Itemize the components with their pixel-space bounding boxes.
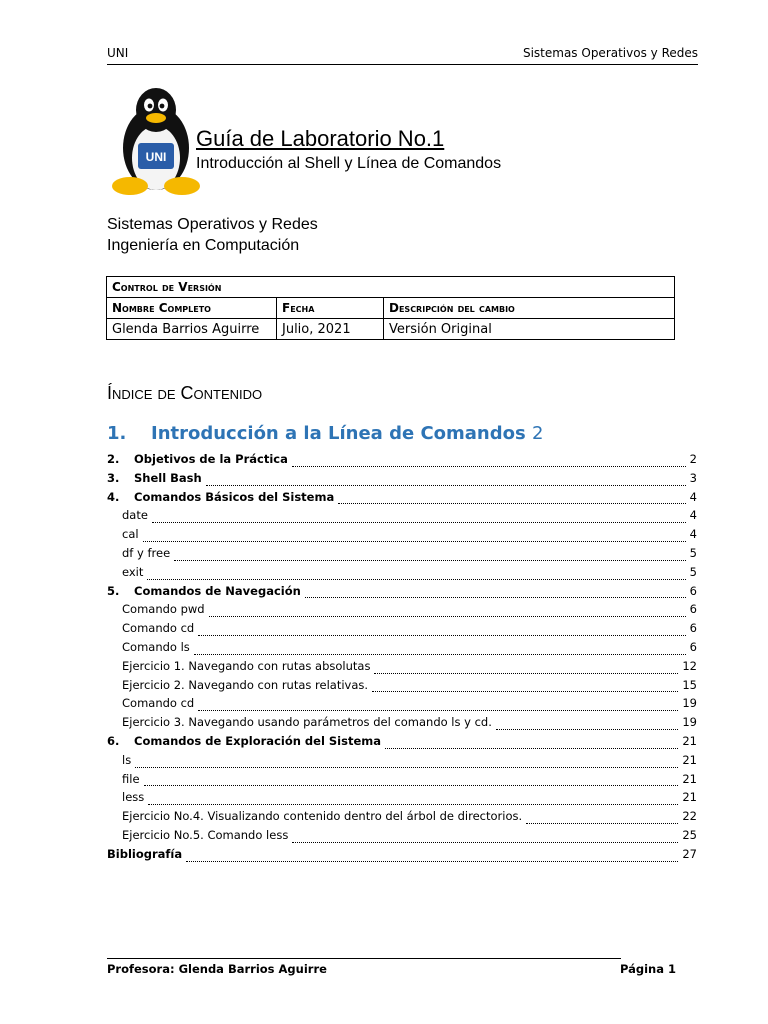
toc-entry-text: Ejercicio No.5. Comando less (122, 827, 289, 842)
toc-entry[interactable] (107, 659, 697, 678)
toc-entry-text: date (122, 508, 148, 523)
toc-entry[interactable] (107, 678, 697, 697)
version-control-table (106, 276, 675, 340)
toc-leader-dots (152, 521, 686, 523)
toc-entry-label (122, 527, 141, 541)
toc-entry-label (107, 490, 336, 504)
header-rule (107, 64, 698, 65)
toc-entry-text: Comando cd (122, 696, 195, 711)
toc-entry-number: 4. (107, 489, 120, 504)
toc-entry-label (122, 640, 192, 654)
toc-entry-label (122, 809, 524, 823)
toc-entry[interactable] (107, 734, 697, 753)
toc-leader-dots (198, 634, 685, 636)
version-header-name: Nombre Completo (107, 298, 277, 319)
toc-entry-label (107, 847, 184, 861)
toc-entry-text: less (122, 790, 145, 805)
toc-entry-text: cal (122, 527, 139, 542)
toc-entry-text: Comando pwd (122, 602, 205, 617)
toc-entry-text: Ejercicio 2. Navegando con rutas relativas. (122, 677, 369, 692)
toc-entry-text: Ejercicio 3. Navegando usando parámetros del comando ls y cd. (122, 715, 492, 730)
toc-leader-dots (496, 728, 678, 730)
toc-entry-text: Comandos de Navegación (134, 583, 301, 598)
toc-main-label: Introducción a la Línea de Comandos (151, 423, 526, 444)
toc-entry[interactable] (107, 715, 697, 734)
toc-entry-label (122, 508, 150, 522)
toc-entry[interactable] (107, 508, 697, 527)
toc-entry-text: df y free (122, 545, 171, 560)
toc-leader-dots (135, 766, 678, 768)
toc-entry-page: 27 (682, 846, 697, 861)
toc-entry-text: Objetivos de la Práctica (134, 452, 288, 466)
toc-leader-dots (143, 540, 686, 542)
toc-entry[interactable] (107, 527, 697, 546)
toc-entry-page: 21 (682, 771, 697, 786)
toc-entry-label (122, 602, 207, 616)
toc-main-number: 1. (107, 423, 127, 444)
toc-entry-text: file (122, 771, 140, 786)
toc-entry-label (122, 753, 133, 767)
toc-main-entry[interactable] (107, 423, 543, 444)
toc-leader-dots (194, 653, 686, 655)
index-title: Índice de Contenido (107, 383, 263, 403)
toc-entry[interactable] (107, 696, 697, 715)
toc-entry[interactable] (107, 753, 697, 772)
toc-entry-page: 5 (689, 564, 697, 579)
toc-entry-label (107, 734, 383, 748)
toc-leader-dots (198, 709, 678, 711)
toc-entry-label (122, 715, 494, 729)
toc-leader-dots (374, 672, 678, 674)
toc-leader-dots (292, 841, 678, 843)
toc-main-page: 2 (532, 423, 544, 444)
toc-entry-page: 12 (682, 658, 697, 673)
toc-entry-number: 5. (107, 583, 120, 598)
tux-logo-icon (108, 84, 204, 200)
toc-entry-text: Ejercicio 1. Navegando con rutas absolutas (122, 658, 371, 673)
toc-entry[interactable] (107, 452, 697, 471)
footer-author: Profesora: Glenda Barrios Aguirre (107, 962, 327, 976)
toc-leader-dots (144, 784, 679, 786)
toc-entry-text: Shell Bash (134, 470, 202, 485)
toc-leader-dots (147, 578, 685, 580)
course-name: Sistemas Operativos y Redes (107, 216, 318, 233)
toc-entry-label (107, 452, 290, 466)
toc-leader-dots (338, 502, 685, 504)
toc-leader-dots (174, 559, 686, 561)
toc-entry-text: Comando cd (122, 621, 195, 636)
header-right: Sistemas Operativos y Redes (522, 46, 698, 60)
toc-leader-dots (148, 803, 678, 805)
toc-entry[interactable] (107, 847, 697, 866)
toc-entry-page: 6 (689, 639, 697, 654)
version-cell-name: Glenda Barrios Aguirre (107, 319, 277, 340)
version-cell-date: Julio, 2021 (277, 319, 384, 340)
toc-entry-page: 21 (682, 752, 697, 767)
document-title: Guía de Laboratorio No.1 (196, 126, 445, 151)
program-name: Ingeniería en Computación (107, 237, 300, 254)
version-table-caption: Control de Versión (107, 277, 675, 298)
version-header-date: Fecha (277, 298, 384, 319)
version-cell-description: Versión Original (384, 319, 675, 340)
toc-entry-page: 19 (682, 715, 697, 730)
toc-leader-dots (206, 484, 686, 486)
toc-entry-text: ls (122, 752, 132, 767)
toc-entry-text: Bibliografía (107, 846, 183, 861)
page-header (107, 46, 698, 64)
logo-badge-text: UNI (145, 150, 167, 164)
header-left: UNI (107, 46, 129, 60)
toc-leader-dots (526, 822, 678, 824)
toc-entry-page: 21 (682, 733, 697, 748)
toc-leader-dots (372, 690, 678, 692)
toc-entry-label (107, 584, 303, 598)
toc-entry[interactable] (107, 565, 697, 584)
toc-entry-number: 3. (107, 470, 120, 485)
toc-entry-text: Comandos de Exploración del Sistema (134, 733, 382, 748)
footer-rule (107, 958, 621, 959)
toc-entry[interactable] (107, 490, 697, 509)
toc-entry[interactable] (107, 602, 697, 621)
toc-entry-page: 22 (682, 809, 697, 824)
toc-entry-page: 6 (689, 602, 697, 617)
toc-entry-label (122, 546, 172, 560)
toc-entry-page: 3 (689, 470, 697, 485)
toc-entry[interactable] (107, 621, 697, 640)
toc-entry-number: 2. (107, 452, 120, 466)
toc-entry-page: 4 (689, 489, 697, 504)
toc-entry[interactable] (107, 772, 697, 791)
toc-entry-page: 15 (682, 677, 697, 692)
toc-entry-page: 5 (689, 545, 697, 560)
table-of-contents (107, 452, 697, 866)
toc-entry-label (122, 678, 370, 692)
toc-entry[interactable] (107, 584, 697, 603)
toc-entry-text: Ejercicio No.4. Visualizando contenido dentro del árbol de directorios. (122, 809, 523, 824)
toc-entry[interactable] (107, 640, 697, 659)
toc-entry-text: Comandos Básicos del Sistema (134, 489, 335, 504)
toc-leader-dots (209, 615, 686, 617)
toc-entry-text: Comando ls (122, 639, 190, 654)
toc-entry-label (107, 471, 204, 485)
toc-entry[interactable] (107, 790, 697, 809)
toc-entry-page: 19 (682, 696, 697, 711)
toc-entry-page: 6 (689, 621, 697, 636)
toc-entry-page: 4 (689, 527, 697, 542)
toc-leader-dots (385, 747, 678, 749)
toc-entry-page: 25 (682, 827, 697, 842)
toc-entry[interactable] (107, 828, 697, 847)
document-subtitle: Introducción al Shell y Línea de Comandos (196, 155, 502, 172)
toc-entry-page: 6 (689, 583, 697, 598)
toc-leader-dots (186, 860, 678, 862)
toc-entry-page: 2 (689, 452, 697, 466)
toc-entry-label (122, 790, 146, 804)
version-header-description: Descripción del cambio (384, 298, 675, 319)
toc-entry-label (122, 828, 290, 842)
footer-page-number: Página 1 (620, 962, 677, 976)
toc-entry-page: 21 (682, 790, 697, 805)
toc-entry-label (122, 621, 196, 635)
toc-entry-label (122, 772, 142, 786)
toc-entry-label (122, 659, 372, 673)
toc-entry-number: 6. (107, 733, 120, 748)
toc-entry-page: 4 (689, 508, 697, 523)
toc-leader-dots (305, 596, 686, 598)
toc-leader-dots (292, 465, 686, 467)
toc-entry[interactable] (107, 809, 697, 828)
toc-entry[interactable] (107, 471, 697, 490)
toc-entry-text: exit (122, 564, 144, 579)
toc-entry-label (122, 565, 145, 579)
toc-entry-label (122, 696, 196, 710)
toc-entry[interactable] (107, 546, 697, 565)
